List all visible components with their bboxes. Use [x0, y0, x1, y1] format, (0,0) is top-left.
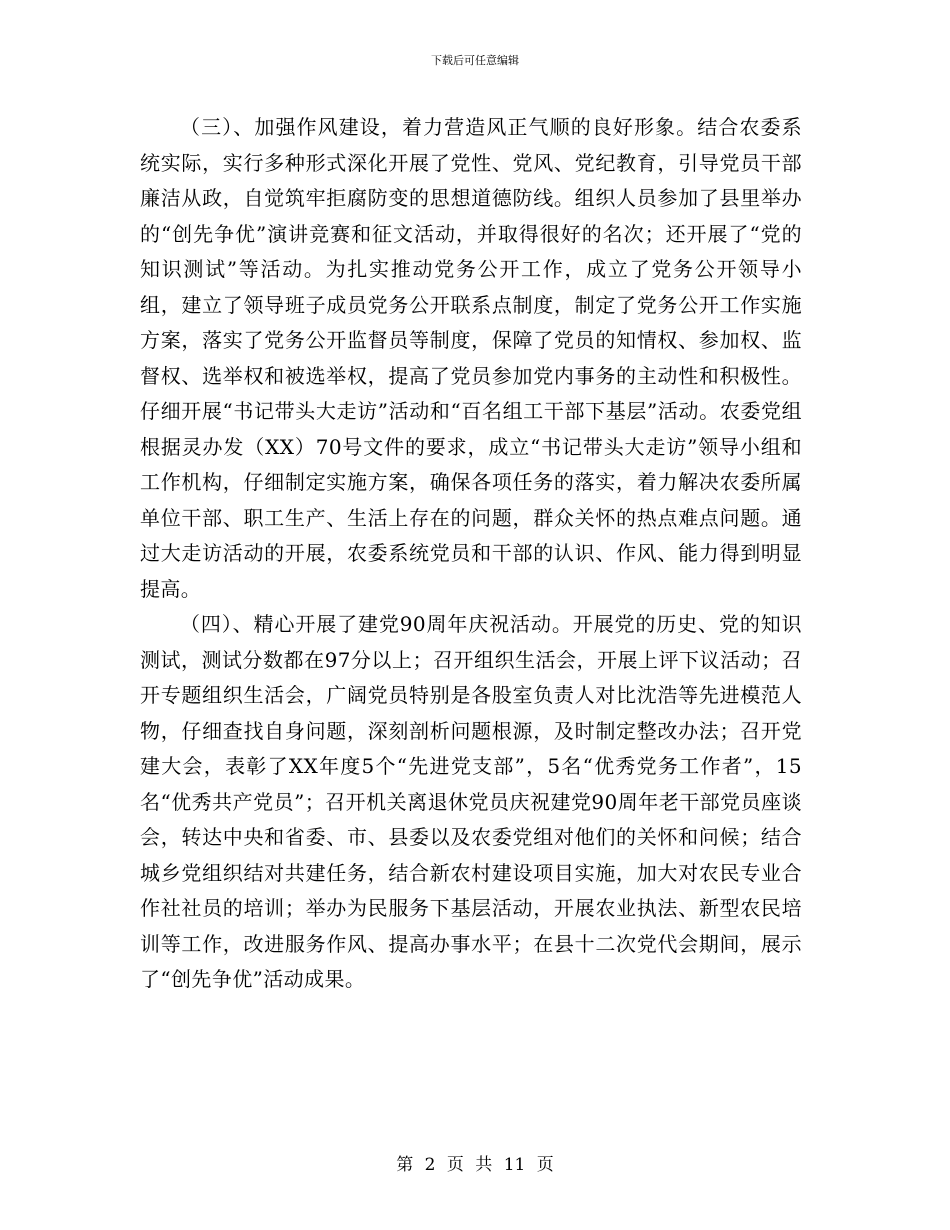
document-body	[140, 110, 802, 998]
paragraph-section-four: （四）、精心开展了建党90周年庆祝活动。开展党的历史、党的知识测试，测试分数都在97分以上；召开组织生活会，开展上评下议活动；召开专题组织生活会，广阔党员特别是各股室负责人对比沈浩等先进模范人物，仔细查找自身问题，深刻剖析问题根源，及时制定整改办法；召开党建大会，表彰了XX年度5个“先进党支部”，5名“优秀党务工作者”，15名“优秀共产党员”；召开机关离退休党员庆祝建党90周年老干部党员座谈会，转达中央和省委、市、县委以及农委党组对他们的关怀和问候；结合城乡党组织结对共建任务，结合新农村建设项目实施，加大对农民专业合作社社员的培训；举办为民服务下基层活动，开展农业执法、新型农民培训等工作，改进服务作风、提高办事水平；在县十二次党代会期间，展示了“创先争优”活动成果。	[140, 612, 802, 991]
page-footer	[0, 1154, 950, 1176]
page-header	[0, 53, 950, 69]
page-number: 第 2 页 共 11 页	[396, 1155, 554, 1175]
paragraph-section-three: （三）、加强作风建设，着力营造风正气顺的良好形象。结合农委系统实际，实行多种形式深化开展了党性、党风、党纪教育，引导党员干部廉洁从政，自觉筑牢拒腐防变的思想道德防线。组织人员参加了县里举办的“创先争优”演讲竞赛和征文活动，并取得很好的名次；还开展了“党的知识测试”等活动。为扎实推动党务公开工作，成立了党务公开领导小组，建立了领导班子成员党务公开联系点制度，制定了党务公开工作实施方案，落实了党务公开监督员等制度，保障了党员的知情权、参加权、监督权、选举权和被选举权，提高了党员参加党内事务的主动性和积极性。仔细开展“书记带头大走访”活动和“百名组工干部下基层”活动。农委党组根据灵办发（XX）70号文件的要求，成立“书记带头大走访”领导小组和工作机构，仔细制定实施方案，确保各项任务的落实，着力解决农委所属单位干部、职工生产、生活上存在的问题，群众关怀的热点难点问题。通过大走访活动的开展，农委系统党员和干部的认识、作风、能力得到明显提高。	[140, 115, 802, 601]
header-note: 下载后可任意编辑	[431, 54, 519, 67]
